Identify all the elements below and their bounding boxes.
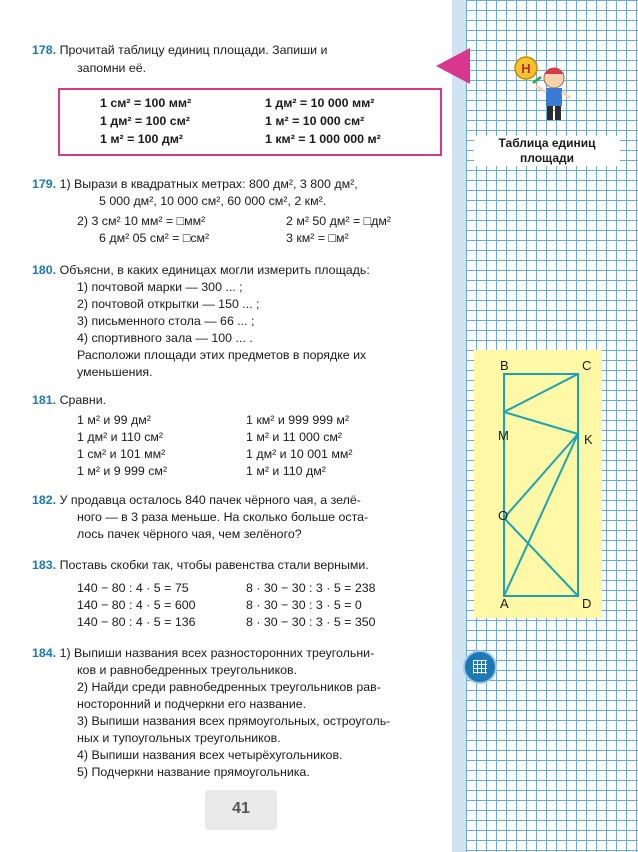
task-184-line-1 (32, 645, 374, 661)
task-number: 179. (32, 177, 57, 191)
task-184-line-7: 4) Выпиши названия всех четырёхугольников. (77, 748, 343, 762)
equation: 8 · 30 − 30 : 3 · 5 = 350 (246, 615, 376, 629)
task-184-line-3: 2) Найди среди равнобедренных треугольников рав- (77, 680, 381, 694)
task-179-line-3a: 2) 3 см² 10 мм² = □мм² (77, 214, 206, 228)
task-text: Поставь скобки так, чтобы равенства стали верными. (59, 558, 369, 572)
segment-ko (504, 434, 578, 518)
task-182-line-1 (32, 492, 361, 508)
label-b: B (500, 358, 509, 373)
task-180-line-4: 3) письменного стола — 66 ... ; (77, 314, 255, 328)
task-184-line-2: ков и равнобедренных треугольников. (77, 663, 298, 677)
label-o: O (498, 508, 509, 523)
pointer-arrow-icon (436, 48, 470, 84)
task-text: Объясни, в каких единицах могли измерить площадь: (59, 263, 370, 277)
page-number-box (205, 790, 277, 830)
task-184-line-8: 5) Подчеркни название прямоугольника. (77, 765, 310, 779)
task-number: 180. (32, 263, 57, 277)
badge-letter: Н (521, 61, 531, 76)
area-units-table (58, 88, 442, 156)
task-183-line-1 (32, 557, 369, 573)
task-182-line-3: лось пачек чёрного чая, чем зелёного? (77, 527, 302, 541)
task-number: 178. (32, 43, 57, 57)
table-cell: 1 км² = 1 000 000 м² (265, 132, 381, 146)
task-179-line-1 (32, 176, 358, 192)
label-k: K (584, 432, 593, 447)
task-179-line-4b: 3 км² = □м² (286, 231, 349, 245)
label-d: D (582, 596, 592, 611)
task-text: 1) Выпиши названия всех разносторонних треугольни- (59, 646, 375, 660)
table-cell: 1 дм² = 100 см² (100, 114, 190, 128)
task-number: 182. (32, 493, 57, 507)
task-180-line-5: 4) спортивного зала — 100 ... . (77, 331, 253, 345)
task-180-line-3: 2) почтовой открытки — 150 ... ; (77, 297, 260, 311)
task-180-line-1 (32, 262, 370, 278)
label-m: M (498, 428, 509, 443)
task-179-line-4a: 6 дм² 05 см² = □см² (99, 231, 210, 245)
compare-item: 1 см² и 101 мм² (77, 447, 166, 461)
task-184-line-4: носторонний и подчеркни его название. (77, 697, 307, 711)
compare-item: 1 дм² и 10 001 мм² (246, 447, 353, 461)
segment-cm (504, 374, 578, 412)
compare-item: 1 дм² и 110 см² (77, 430, 164, 444)
label-c: C (582, 358, 592, 373)
table-cell: 1 дм² = 10 000 мм² (265, 96, 375, 110)
segment-od (504, 518, 578, 596)
page-number: 41 (232, 800, 250, 817)
task-text: 1) Вырази в квадратных метрах: 800 дм², 3 800 дм², (59, 177, 358, 191)
page-gutter (452, 0, 466, 852)
segment-mk (504, 412, 578, 434)
equation: 140 − 80 : 4 · 5 = 75 (77, 581, 189, 595)
sidebar-title-line-1: Таблица единиц (498, 136, 596, 150)
task-text: У продавца осталось 840 пачек чёрного чая, а зелё- (59, 493, 361, 507)
task-181-line-1 (32, 392, 106, 408)
compare-item: 1 м² и 11 000 см² (246, 430, 343, 444)
segment-ak (504, 434, 578, 596)
sidebar-title-line-2: площади (520, 151, 574, 165)
sidebar-title (474, 136, 620, 166)
table-cell: 1 см² = 100 мм² (100, 96, 192, 110)
task-184-line-6: ных и тупоугольных треугольников. (77, 731, 281, 745)
task-178-line-1 (32, 42, 327, 58)
table-cell: 1 м² = 100 дм² (100, 132, 184, 146)
task-text: Прочитай таблицу единиц площади. Запиши и (59, 43, 328, 57)
task-184-line-5: 3) Выпиши названия всех прямоугольных, остроуголь- (77, 714, 391, 728)
grid-icon (463, 650, 497, 684)
task-180-line-7: уменьшения. (77, 365, 153, 379)
equation: 140 − 80 : 4 · 5 = 600 (77, 598, 196, 612)
equation: 8 · 30 − 30 : 3 · 5 = 0 (246, 598, 362, 612)
task-178-line-2: запомни её. (77, 61, 147, 75)
task-180-line-6: Расположи площади этих предметов в порядке их (77, 348, 367, 362)
compare-item: 1 км² и 999 999 м² (246, 413, 350, 427)
compare-item: 1 м² и 110 дм² (246, 464, 326, 478)
task-number: 183. (32, 558, 57, 572)
label-a: A (500, 596, 509, 611)
task-179-line-3b: 2 м² 50 дм² = □дм² (286, 214, 391, 228)
task-180-line-2: 1) почтовой марки — 300 ... ; (77, 280, 243, 294)
task-182-line-2: ного — в 3 раза меньше. На сколько больше оста- (77, 510, 369, 524)
task-number: 181. (32, 393, 57, 407)
compare-item: 1 м² и 99 дм² (77, 413, 151, 427)
task-179-line-2: 5 000 дм², 10 000 см², 60 000 см², 2 км². (99, 194, 327, 208)
character-illustration (506, 52, 584, 130)
equation: 140 − 80 : 4 · 5 = 136 (77, 615, 196, 629)
equation: 8 · 30 − 30 : 3 · 5 = 238 (246, 581, 376, 595)
compare-item: 1 м² и 9 999 см² (77, 464, 168, 478)
task-text: Сравни. (59, 393, 107, 407)
geometry-figure (474, 350, 602, 618)
task-number: 184. (32, 646, 57, 660)
table-cell: 1 м² = 10 000 см² (265, 114, 365, 128)
